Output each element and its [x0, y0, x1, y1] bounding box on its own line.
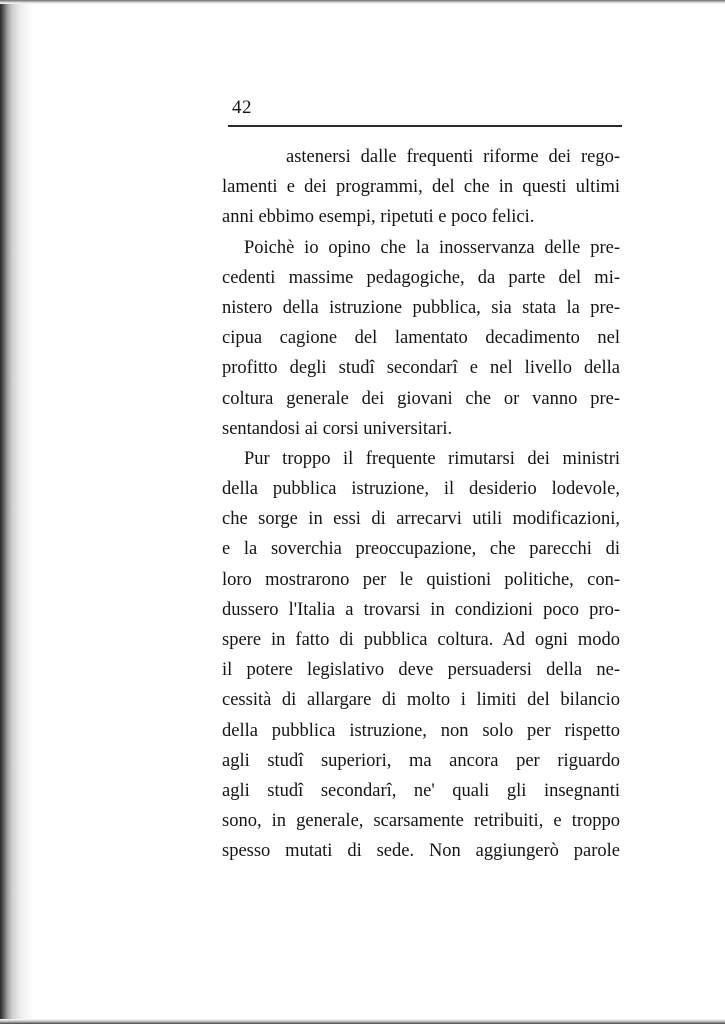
text-line: agli studî superiori, ma ancora per riguardo [222, 750, 620, 771]
text-line: nistero della istruzione pubblica, sia stata la pre- [222, 297, 620, 318]
page-number: 42 [232, 97, 252, 118]
text-line: spere in fatto di pubblica coltura. Ad ogni modo [222, 630, 620, 650]
text-line: loro mostrarono per le quistioni politiche, con- [222, 569, 620, 590]
text-line: spesso mutati di sede. Non aggiungerò parole [222, 841, 620, 862]
body-text [222, 142, 620, 867]
text-line: sentandosi ai corsi universitari. [222, 418, 453, 439]
text-line: astenersi dalle frequenti riforme dei rego- [286, 147, 620, 167]
text-line: coltura generale dei giovani che or vanno pre- [222, 388, 620, 409]
text-line: profitto degli studî secondarî e nel livello della [222, 358, 620, 379]
scan-bottom-edge [0, 1019, 725, 1024]
text-line: sono, in generale, scarsamente retribuiti, e troppo [222, 811, 620, 832]
text-line: dussero l'Italia a trovarsi in condizioni poco pro- [222, 599, 620, 620]
scan-left-edge-shadow [0, 0, 34, 1024]
text-line: cedenti massime pedagogiche, da parte del mi- [222, 267, 620, 288]
text-line: cessità di allargare di molto i limiti del bilancio [222, 690, 620, 711]
text-line: agli studî secondarî, ne' quali gli insegnanti [222, 780, 620, 801]
text-line: della pubblica istruzione, non solo per rispetto [222, 720, 620, 741]
text-line: il potere legislativo deve persuadersi della ne- [222, 660, 620, 681]
text-line: che sorge in essi di arrecarvi utili modificazioni, [222, 509, 620, 530]
text-line: cipua cagione del lamentato decadimento nel [222, 328, 620, 349]
text-line: e la soverchia preoccupazione, che parecchi di [222, 539, 620, 560]
text-line: lamenti e dei programmi, del che in questi ultimi [222, 177, 620, 198]
text-line: anni ebbimo esempi, ripetuti e poco felici. [222, 207, 535, 228]
text-line: Poichè io opino che la inosservanza delle pre- [244, 237, 620, 258]
scan-top-edge [0, 0, 725, 4]
text-line: Pur troppo il frequente rimutarsi dei ministri [244, 448, 620, 469]
header-rule [228, 125, 622, 127]
text-line: della pubblica istruzione, il desiderio lodevole, [222, 479, 620, 500]
